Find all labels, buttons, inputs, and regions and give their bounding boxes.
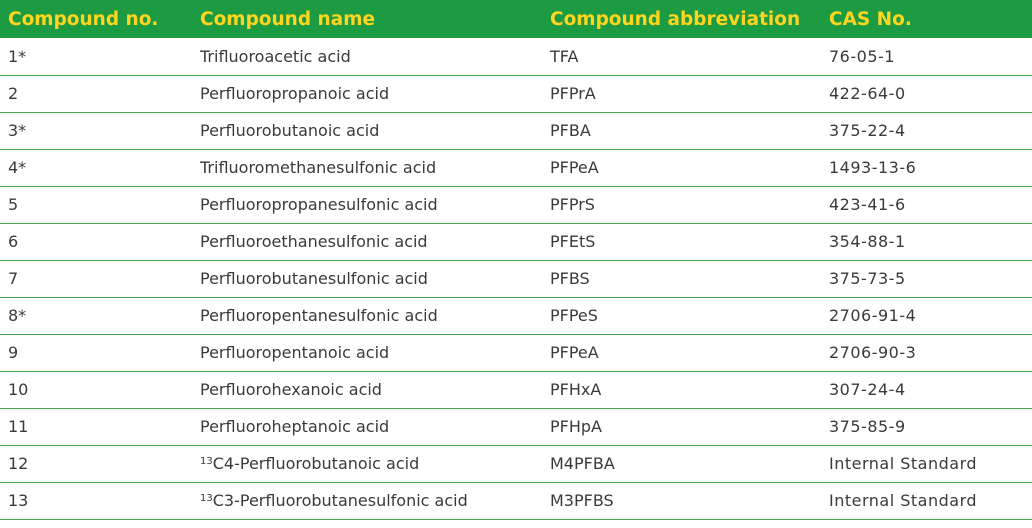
compound-abbreviation-cell: PFBA bbox=[550, 121, 591, 140]
table-row bbox=[0, 186, 1032, 223]
compound-abbreviation-cell: PFPeS bbox=[550, 306, 598, 325]
table-body bbox=[0, 38, 1032, 519]
cas-number-cell: 354-88-1 bbox=[829, 232, 906, 251]
compound-number-cell: 10 bbox=[8, 380, 29, 399]
compound-name-text: Trifluoroacetic acid bbox=[200, 46, 351, 66]
compound-number-cell: 12 bbox=[8, 454, 29, 473]
compound-number-cell: 8* bbox=[8, 306, 27, 325]
table-row bbox=[0, 482, 1032, 519]
isotope-superscript: 13 bbox=[200, 493, 213, 504]
compound-name-text: Perfluorohexanoic acid bbox=[200, 380, 382, 399]
compound-abbreviation-cell: PFHxA bbox=[550, 380, 602, 399]
compound-name-cell bbox=[192, 186, 542, 223]
compound-name-cell bbox=[192, 297, 542, 334]
header-compound-name: Compound name bbox=[200, 8, 376, 30]
cas-number-cell: 1493-13-6 bbox=[829, 158, 917, 177]
header-cas-no: CAS No. bbox=[829, 8, 912, 30]
table-row bbox=[0, 75, 1032, 112]
cas-number-cell: 76-05-1 bbox=[829, 46, 895, 66]
compound-name-cell bbox=[192, 482, 542, 519]
table-row bbox=[0, 334, 1032, 371]
compound-name-text: Perfluoroheptanoic acid bbox=[200, 417, 390, 436]
cas-number-cell: 375-73-5 bbox=[829, 269, 906, 288]
compound-abbreviation-cell: PFEtS bbox=[550, 232, 596, 251]
cas-number-cell: 2706-91-4 bbox=[829, 306, 917, 325]
compound-name-cell bbox=[192, 260, 542, 297]
compound-name-text: Perfluoroethanesulfonic acid bbox=[200, 232, 428, 251]
cas-number-cell: 2706-90-3 bbox=[829, 343, 917, 362]
compound-name-cell bbox=[192, 75, 542, 112]
table-row bbox=[0, 38, 1032, 75]
compound-number-cell: 3* bbox=[8, 121, 27, 140]
table-row bbox=[0, 112, 1032, 149]
compound-name-text: Perfluoropentanesulfonic acid bbox=[200, 306, 438, 325]
compound-abbreviation-cell: M4PFBA bbox=[550, 454, 615, 473]
compound-abbreviation-cell: PFPeA bbox=[550, 343, 599, 362]
cas-number-cell: Internal Standard bbox=[829, 491, 978, 510]
compound-abbreviation-cell: M3PFBS bbox=[550, 491, 614, 510]
compound-number-cell: 6 bbox=[8, 232, 19, 251]
table-row bbox=[0, 297, 1032, 334]
compound-name-text: Perfluoropropanesulfonic acid bbox=[200, 195, 438, 214]
compound-number-cell: 1* bbox=[8, 46, 27, 66]
cas-number-cell: 307-24-4 bbox=[829, 380, 906, 399]
compound-number-cell: 2 bbox=[8, 84, 19, 103]
compound-name-text: Perfluorobutanoic acid bbox=[200, 121, 380, 140]
compound-name-cell bbox=[192, 408, 542, 445]
cas-number-cell: 422-64-0 bbox=[829, 84, 906, 103]
compound-name-cell bbox=[192, 371, 542, 408]
table-row bbox=[0, 149, 1032, 186]
cas-number-cell: 423-41-6 bbox=[829, 195, 906, 214]
compound-name-text: C4-Perfluorobutanoic acid bbox=[212, 454, 420, 473]
table-row bbox=[0, 223, 1032, 260]
compound-name-text: Trifluoromethanesulfonic acid bbox=[200, 158, 437, 177]
header-compound-abbreviation: Compound abbreviation bbox=[550, 8, 801, 30]
compound-number-cell: 4* bbox=[8, 158, 27, 177]
compound-abbreviation-cell: TFA bbox=[550, 46, 579, 66]
compound-name-text: Perfluorobutanesulfonic acid bbox=[200, 269, 428, 288]
cas-number-cell: Internal Standard bbox=[829, 454, 978, 473]
compound-number-cell: 11 bbox=[8, 417, 29, 436]
compound-abbreviation-cell: PFPeA bbox=[550, 158, 599, 177]
compound-number-cell: 13 bbox=[8, 491, 29, 510]
compound-abbreviation-cell: PFPrS bbox=[550, 195, 595, 214]
compound-name-cell bbox=[192, 112, 542, 149]
table-row bbox=[0, 445, 1032, 482]
compound-abbreviation-cell: PFPrA bbox=[550, 84, 596, 103]
compound-name-cell bbox=[192, 334, 542, 371]
compound-name-cell bbox=[192, 38, 542, 75]
compound-name-text: Perfluoropropanoic acid bbox=[200, 84, 390, 103]
table-row bbox=[0, 260, 1032, 297]
compound-number-cell: 5 bbox=[8, 195, 19, 214]
header-row bbox=[0, 0, 1032, 38]
cas-number-cell: 375-85-9 bbox=[829, 417, 906, 436]
compound-name-cell bbox=[192, 223, 542, 260]
compound-number-cell: 9 bbox=[8, 343, 19, 362]
compound-abbreviation-cell: PFBS bbox=[550, 269, 590, 288]
compound-name-text: Perfluoropentanoic acid bbox=[200, 343, 390, 362]
compound-name-cell bbox=[192, 149, 542, 186]
isotope-superscript: 13 bbox=[200, 456, 213, 467]
compound-abbreviation-cell: PFHpA bbox=[550, 417, 602, 436]
compound-name-text: C3-Perfluorobutanesulfonic acid bbox=[212, 491, 468, 510]
table-header bbox=[0, 0, 1032, 38]
compound-number-cell: 7 bbox=[8, 269, 19, 288]
compound-name-cell bbox=[192, 445, 542, 482]
table-row bbox=[0, 371, 1032, 408]
header-compound-no: Compound no. bbox=[8, 8, 159, 30]
cas-number-cell: 375-22-4 bbox=[829, 121, 906, 140]
table-row bbox=[0, 408, 1032, 445]
